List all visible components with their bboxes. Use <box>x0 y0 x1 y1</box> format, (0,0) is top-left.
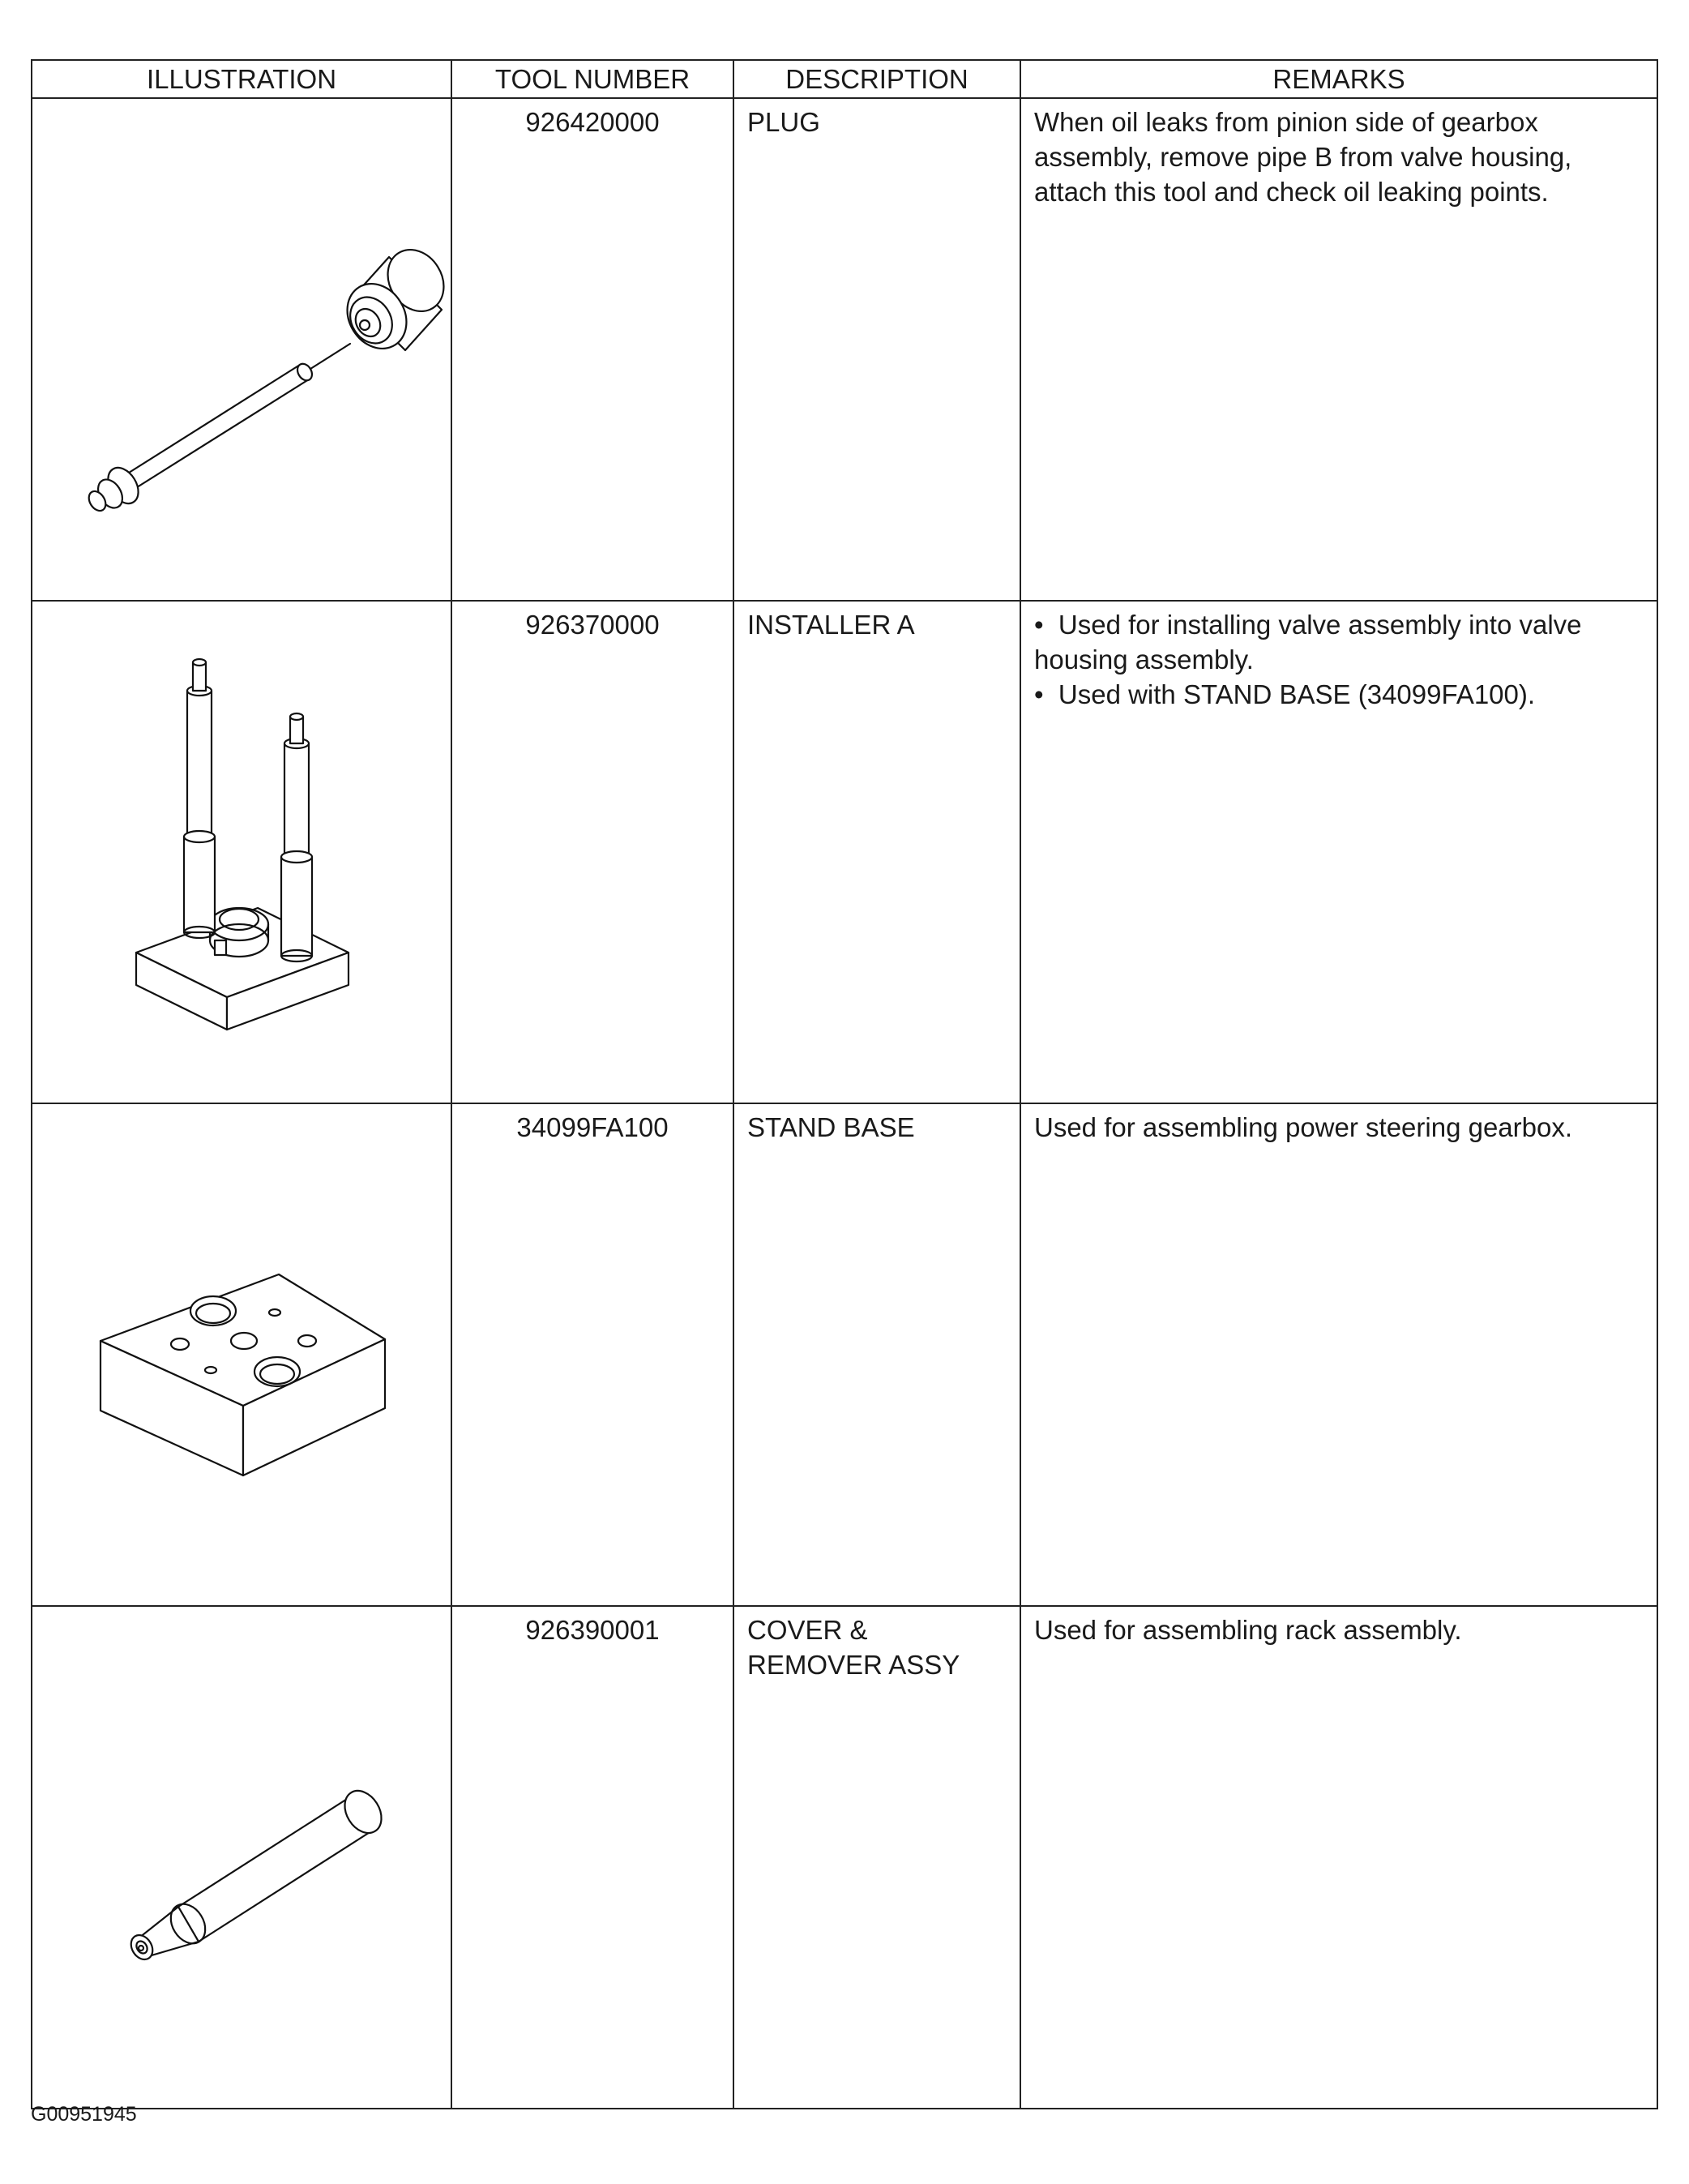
tool-description: STAND BASE <box>733 1103 1020 1606</box>
header-remarks: REMARKS <box>1020 60 1657 98</box>
tool-remarks <box>1020 98 1657 601</box>
remark-bullet: • Used for installing valve assembly into valve housing assembly. <box>1034 608 1640 678</box>
table-row <box>32 98 1657 601</box>
special-tools-table <box>31 59 1658 2109</box>
table-row <box>32 601 1657 1103</box>
tool-number: 926420000 <box>451 98 733 601</box>
tool-remarks <box>1020 601 1657 1103</box>
tool-number: 34099FA100 <box>451 1103 733 1606</box>
illustration-cell <box>32 601 451 1103</box>
stand-base-icon <box>32 1104 452 1599</box>
table-header-row <box>32 60 1657 98</box>
illustration-cell <box>32 1103 451 1606</box>
tool-description: INSTALLER A <box>733 601 1020 1103</box>
header-illustration: ILLUSTRATION <box>32 60 451 98</box>
tool-remarks <box>1020 1103 1657 1606</box>
tool-number: 926370000 <box>451 601 733 1103</box>
table-row <box>32 1606 1657 2109</box>
illustration-cell <box>32 1606 451 2109</box>
plug-tool-icon <box>32 99 452 593</box>
tool-remarks <box>1020 1606 1657 2109</box>
header-description: DESCRIPTION <box>733 60 1020 98</box>
remark-line: assembly, remove pipe B from valve housing, <box>1034 141 1572 172</box>
cover-remover-tool-icon <box>32 1607 452 2101</box>
tool-description <box>733 1606 1020 2109</box>
table-row <box>32 1103 1657 1606</box>
remark-line: When oil leaks from pinion side of gearbox <box>1034 107 1538 137</box>
remark-line: Used for assembling power steering gearbox. <box>1034 1112 1573 1142</box>
installer-tool-icon <box>32 602 452 1096</box>
figure-code: G00951945 <box>31 2103 137 2126</box>
tool-description-text: COVER & REMOVER ASSY <box>747 1615 960 1680</box>
header-tool-number: TOOL NUMBER <box>451 60 733 98</box>
tool-number: 926390001 <box>451 1606 733 2109</box>
illustration-cell <box>32 98 451 601</box>
remark-bullet: • Used with STAND BASE (34099FA100). <box>1034 678 1640 713</box>
tool-description: PLUG <box>733 98 1020 601</box>
remark-line: Used for assembling rack assembly. <box>1034 1615 1462 1645</box>
remark-line: attach this tool and check oil leaking points. <box>1034 176 1549 207</box>
